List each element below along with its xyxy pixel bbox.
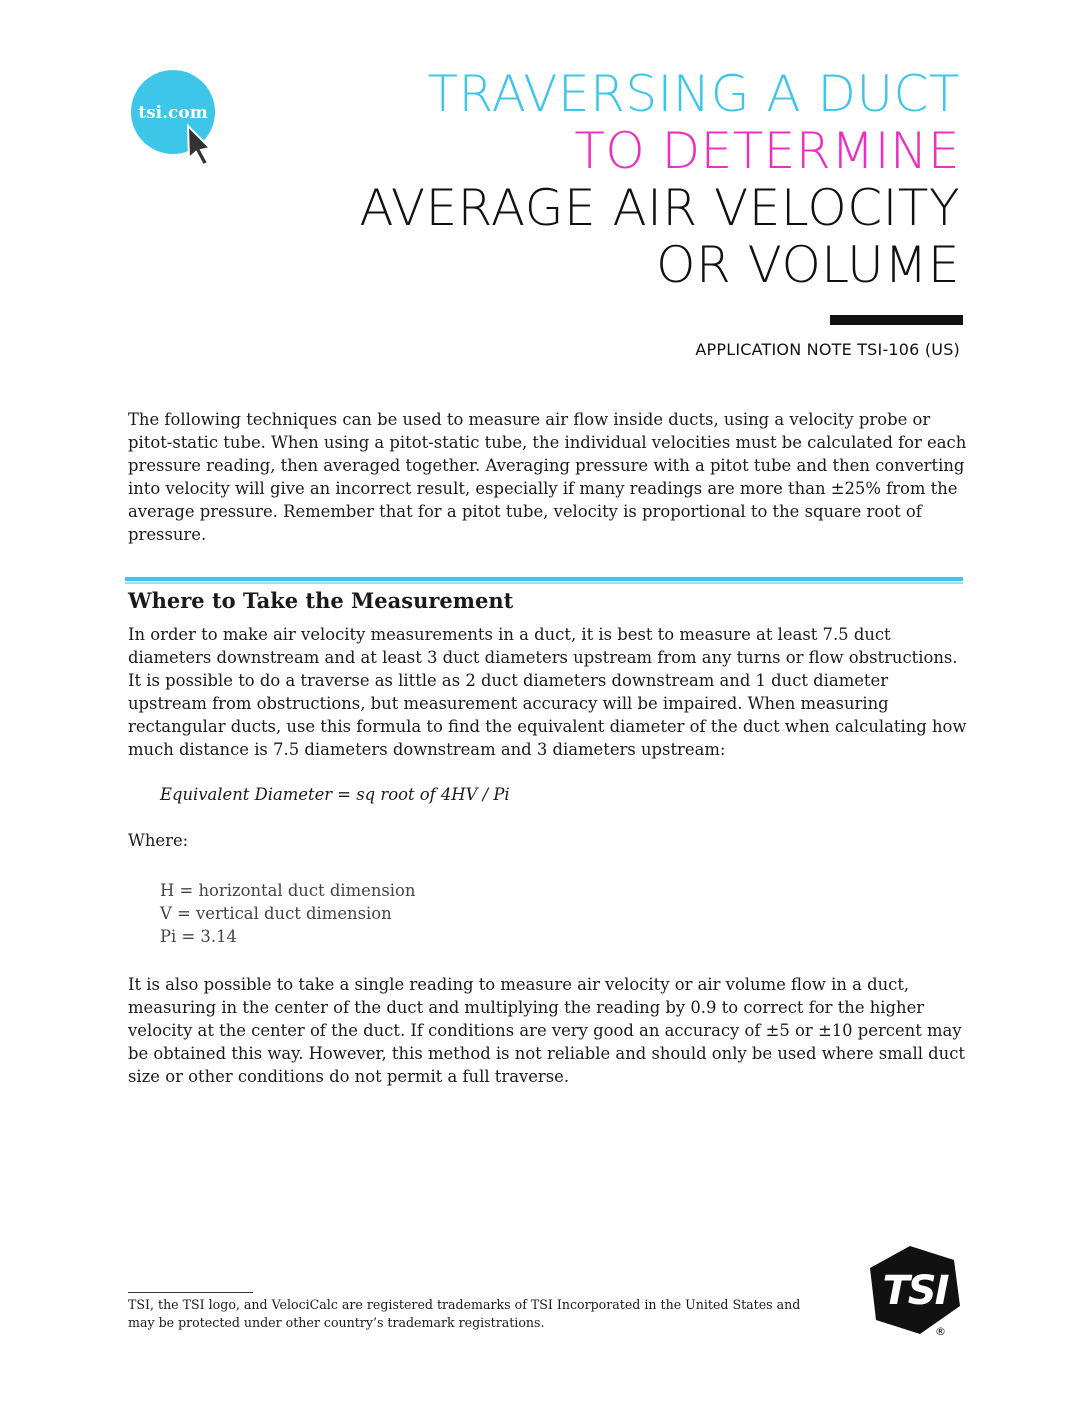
- single-reading-paragraph: It is also possible to take a single reading to measure air velocity or air volume flow in a duct, measuring in the center of the duct and multiplying the reading by 0.9 to correct for the higher velocity at the center of the duct. If conditions are very good an accuracy of ±5 or ±10 percent may be obtained this way. However, this method is not reliable and should only be used where small duct size or other conditions do not permit a full traverse.: [128, 975, 965, 1086]
- title-line-1: TRAVERSING A DUCT: [427, 65, 960, 123]
- definition-pi: Pi = 3.14: [160, 927, 237, 946]
- definition-h: H = horizontal duct dimension: [160, 881, 416, 900]
- badge-graphic: [130, 70, 220, 170]
- where-label: Where:: [128, 831, 189, 850]
- title-divider: [830, 315, 963, 325]
- measurement-paragraph: In order to make air velocity measurements in a duct, it is best to measure at least 7.5 duct diameters downstream and at least 3 duct diameters upstream from any turns or flow obstructions. It is possible to do a traverse as little as 2 duct diameters downstream and 1 duct diameter upstream from obstructions, but measurement accuracy will be impaired. When measuring rectangular ducts, use this formula to find the equivalent diameter of the duct when calculating how much distance is 7.5 diameters downstream and 3 diameters upstream:: [128, 625, 967, 759]
- trademark-footnote: TSI, the TSI logo, and VelociCalc are registered trademarks of TSI Incorporated in the United States and may be protected under other country’s trademark registrations.: [128, 1297, 801, 1330]
- title-line-4: OR VOLUME: [656, 236, 960, 294]
- definition-list: [160, 879, 415, 948]
- logo-text: TSI: [882, 1268, 948, 1314]
- tsi-logo: [860, 1240, 970, 1340]
- section-heading: Where to Take the Measurement: [128, 588, 514, 613]
- section-divider: [125, 577, 963, 584]
- registered-mark: ®: [935, 1325, 946, 1338]
- application-note-label: APPLICATION NOTE TSI-106 (US): [695, 340, 960, 359]
- badge-text: tsi.com: [138, 103, 208, 123]
- title-line-3: AVERAGE AIR VELOCITY: [359, 179, 960, 237]
- title-line-2: TO DETERMINE: [574, 122, 960, 180]
- footnote-rule: [128, 1292, 253, 1293]
- tsi-logo-graphic: [860, 1240, 970, 1340]
- document-title: [359, 66, 960, 294]
- intro-paragraph: The following techniques can be used to measure air flow inside ducts, using a velocity probe or pitot-static tube. When using a pitot-static tube, the individual velocities must be calculated for each pressure reading, then averaged together. Averaging pressure with a pitot tube and then converting into velocity will give an incorrect result, especially if many readings are more than ±25% from the average pressure. Remember that for a pitot tube, velocity is proportional to the square root of pressure.: [128, 410, 967, 544]
- equivalent-diameter-formula: Equivalent Diameter = sq root of 4HV / Pi: [160, 785, 510, 804]
- definition-v: V = vertical duct dimension: [160, 904, 392, 923]
- tsi-web-badge[interactable]: [130, 70, 220, 170]
